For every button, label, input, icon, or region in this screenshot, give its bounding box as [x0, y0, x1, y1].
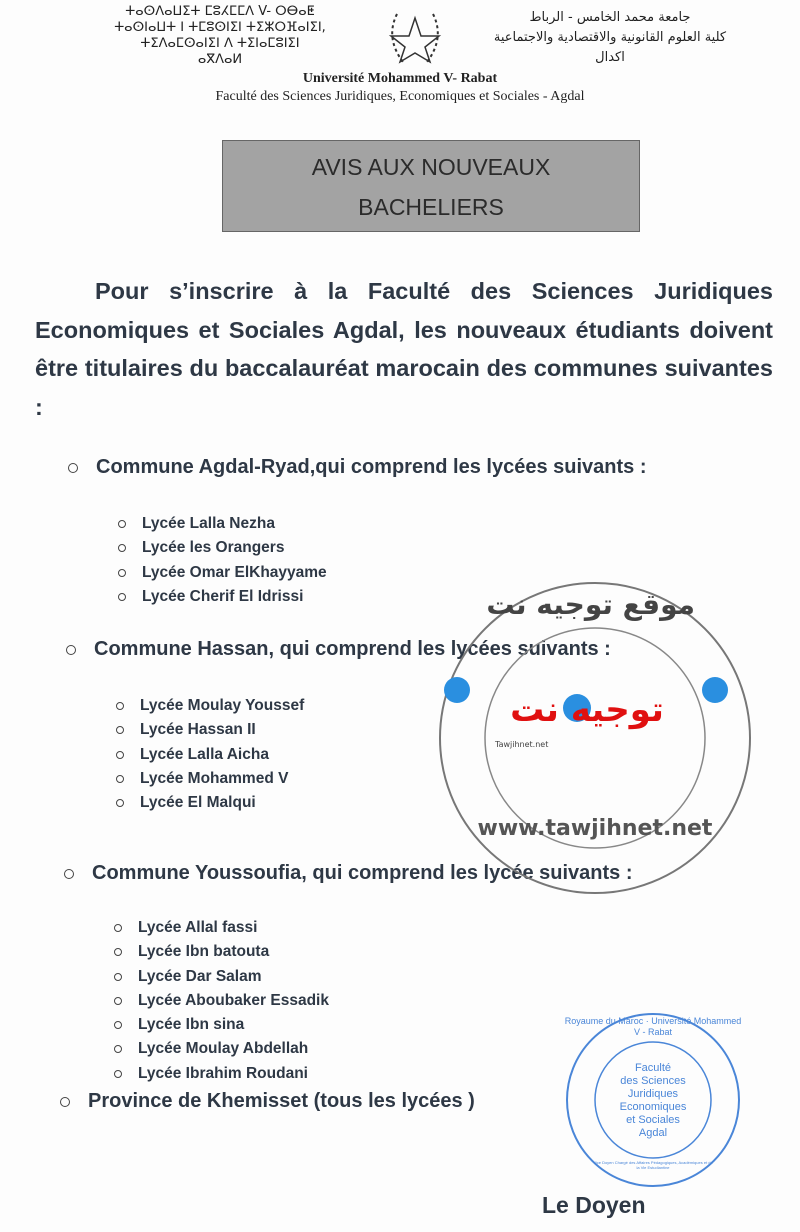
list-item: Lycée Lalla Nezha [118, 512, 327, 536]
list-item: Lycée Dar Salam [114, 965, 329, 989]
list-item: Lycée Allal fassi [114, 916, 329, 940]
list-item: Lycée Omar ElKhayyame [118, 561, 327, 585]
notice-title [222, 140, 640, 232]
watermark-brand: توجيه نت [510, 690, 664, 730]
watermark-url: www.tawjihnet.net [477, 816, 713, 841]
list-item: Lycée Moulay Youssef [116, 694, 304, 718]
tifinagh-header [70, 4, 370, 68]
title-line: AVIS AUX NOUVEAUX [311, 154, 551, 180]
signature-label: Le Doyen [542, 1192, 646, 1218]
tifinagh-line: ⵜⴰⵙⵏⴰⵡⵜ ⵏ ⵜⵎⵓⵙⵏⵉⵏ ⵜⵉⵣⵔⴼⴰⵏⵉⵏ, [114, 20, 326, 35]
tifinagh-line: ⴰⴳⴷⴰⵍ [197, 52, 243, 67]
stamp-outer-text: Royaume du Maroc · Université Mohammed V - Rabat [564, 1016, 742, 1037]
list-item: Lycée Cherif El Idrissi [118, 585, 327, 609]
arabic-header [460, 8, 760, 68]
official-stamp [563, 1010, 743, 1190]
list-item: Lycée Ibn batouta [114, 940, 329, 964]
arabic-line: جامعة محمد الخامس - الرباط [529, 10, 691, 25]
watermark-small: Tawjihnet.net [495, 740, 549, 749]
list-item: Lycée El Malqui [116, 791, 304, 815]
list-item: Lycée Moulay Abdellah [114, 1037, 329, 1061]
stamp-center [603, 1062, 703, 1140]
watermark [437, 580, 753, 896]
watermark-arabic: موقع توجيه نت [486, 588, 695, 621]
stamp-line: Agdal [638, 1127, 668, 1139]
university-emblem-icon [385, 6, 445, 68]
commune-heading: Commune Agdal-Ryad,qui comprend les lycées suivants : [68, 456, 647, 479]
lycee-list [118, 512, 327, 609]
stamp-line: Economiques [619, 1101, 687, 1113]
list-item: Lycée Aboubaker Essadik [114, 989, 329, 1013]
university-name: Université Mohammed V- Rabat [302, 71, 498, 86]
list-item: Lycée Hassan II [116, 718, 304, 742]
watermark-circle-icon [437, 580, 753, 896]
commune-heading: Commune Youssoufia, qui comprend les lycée suivants : [64, 862, 633, 885]
province-heading: Province de Khemisset (tous les lycées ) [60, 1090, 475, 1113]
title-line: BACHELIERS [358, 194, 504, 220]
list-item: Lycée les Orangers [118, 536, 327, 560]
intro-paragraph: Pour s’inscrire à la Faculté des Sciences Juridiques Economiques et Sociales Agdal, les nouveaux étudiants doivent être titulaires du baccalauréat marocain des communes suivantes : [35, 278, 773, 420]
lycee-list [114, 916, 329, 1086]
stamp-line: des Sciences [620, 1075, 686, 1087]
arabic-line: كلية العلوم القانونية والاقتصادية والاجتماعية [493, 30, 727, 45]
list-item: Lycée Ibn sina [114, 1013, 329, 1037]
stamp-ring-text: Vice Doyen Chargé des Affaires Pédagogiques, Académiques et de la Vie Estudiantine [593, 1160, 713, 1170]
faculty-name: Faculté des Sciences Juridiques, Economiques et Sociales - Agdal [215, 89, 585, 104]
commune-heading: Commune Hassan, qui comprend les lycées suivants : [66, 638, 611, 661]
stamp-line: Faculté [634, 1062, 672, 1074]
stamp-line: et Sociales [626, 1114, 680, 1126]
list-item: Lycée Mohammed V [116, 767, 304, 791]
tifinagh-line: ⵜⵉⴷⴰⵎⵙⴰⵏⵉⵏ ⴷ ⵜⵉⵏⴰⵎⵓⵏⵉⵏ [140, 36, 300, 51]
lycee-list [116, 694, 304, 815]
stamp-line: Juridiques [627, 1088, 679, 1100]
arabic-line: اكدال [595, 50, 625, 65]
tifinagh-line: ⵜⴰⵙⴷⴰⵡⵉⵜ ⵎⵓⵃⵎⵎⴷ V- ⵔⴱⴰⵟ [125, 4, 315, 19]
list-item: Lycée Lalla Aicha [116, 743, 304, 767]
list-item: Lycée Ibrahim Roudani [114, 1062, 329, 1086]
